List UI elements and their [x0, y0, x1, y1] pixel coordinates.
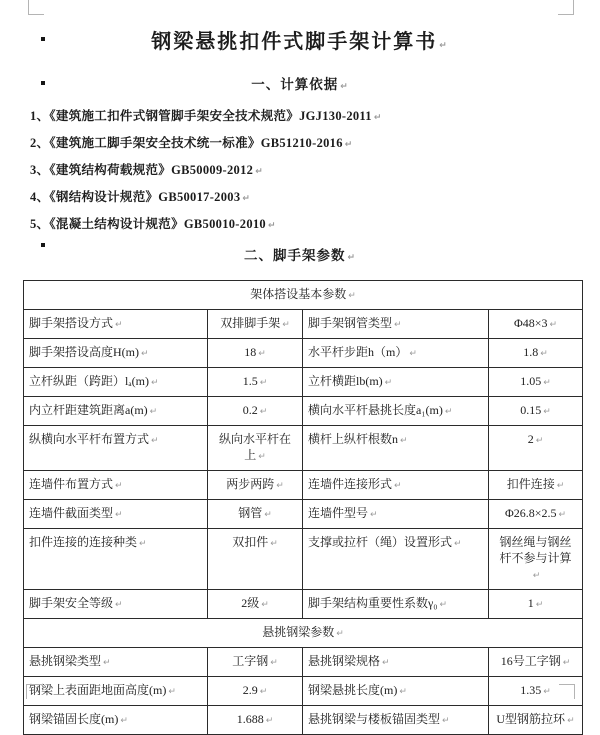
param-value: 1.688 ↵	[208, 706, 303, 735]
table-row	[24, 397, 583, 426]
table-row	[24, 426, 583, 471]
param-value: 两步两跨 ↵	[208, 471, 303, 500]
margin-corner-top-right-icon	[558, 0, 574, 15]
table-section-title: 架体搭设基本参数 ↵	[24, 281, 583, 310]
param-value: 扣件连接 ↵	[489, 471, 583, 500]
reference-item: 5、《混凝土结构设计规范》GB50010-2010 ↵	[30, 212, 600, 239]
table-section-row	[24, 619, 583, 648]
section-heading-calculation-basis: 一、计算依据 ↵	[0, 77, 600, 95]
param-label: 支撑或拉杆（绳）设置形式 ↵	[303, 529, 489, 590]
param-value: 1.8 ↵	[489, 339, 583, 368]
param-label: 钢梁悬挑长度(m) ↵	[303, 677, 489, 706]
param-value: 工字钢 ↵	[208, 648, 303, 677]
param-value: 双扣件 ↵	[208, 529, 303, 590]
reference-item: 3、《建筑结构荷载规范》GB50009-2012 ↵	[30, 158, 600, 185]
table-row	[24, 677, 583, 706]
param-label: 钢梁锚固长度(m) ↵	[24, 706, 208, 735]
param-value: Φ48×3 ↵	[489, 310, 583, 339]
param-label: 横杆上纵杆根数n ↵	[303, 426, 489, 471]
title-line	[0, 0, 600, 54]
param-label: 扣件连接的连接种类 ↵	[24, 529, 208, 590]
margin-corner-bottom-left-icon	[26, 684, 42, 699]
param-label: 悬挑钢梁规格 ↵	[303, 648, 489, 677]
table-section-title: 悬挑钢梁参数 ↵	[24, 619, 583, 648]
param-label: 脚手架搭设高度H(m) ↵	[24, 339, 208, 368]
table-row	[24, 706, 583, 735]
margin-corner-bottom-right-icon	[559, 684, 575, 699]
param-label: 纵横向水平杆布置方式 ↵	[24, 426, 208, 471]
param-label: 脚手架安全等级 ↵	[24, 590, 208, 619]
param-value: 1.05 ↵	[489, 368, 583, 397]
param-value: 双排脚手架 ↵	[208, 310, 303, 339]
margin-corner-top-left-icon	[28, 0, 44, 15]
param-value: 1 ↵	[489, 590, 583, 619]
param-value: 16号工字钢 ↵	[489, 648, 583, 677]
param-label: 横向水平杆悬挑长度a₁(m) ↵	[303, 397, 489, 426]
parameters-table	[23, 280, 583, 735]
param-value: 2.9 ↵	[208, 677, 303, 706]
param-label: 脚手架钢管类型 ↵	[303, 310, 489, 339]
table-row	[24, 368, 583, 397]
outline-bullet-icon	[41, 37, 45, 41]
table-row	[24, 471, 583, 500]
param-value: 2级 ↵	[208, 590, 303, 619]
param-value: 1.5 ↵	[208, 368, 303, 397]
param-value: 纵向水平杆在上 ↵	[208, 426, 303, 471]
param-label: 立杆横距lb(m) ↵	[303, 368, 489, 397]
param-label: 连墙件连接形式 ↵	[303, 471, 489, 500]
param-value: 2 ↵	[489, 426, 583, 471]
param-label: 悬挑钢梁类型 ↵	[24, 648, 208, 677]
param-label: 钢梁上表面距地面高度(m) ↵	[24, 677, 208, 706]
outline-bullet-icon	[41, 243, 45, 247]
table-row	[24, 590, 583, 619]
outline-bullet-icon	[41, 81, 45, 85]
param-label: 内立杆距建筑距离a(m) ↵	[24, 397, 208, 426]
param-value: 1.35 ↵	[489, 677, 583, 706]
table-row	[24, 529, 583, 590]
table-row	[24, 500, 583, 529]
param-value: U型钢筋拉环 ↵	[489, 706, 583, 735]
reference-item: 4、《钢结构设计规范》GB50017-2003 ↵	[30, 185, 600, 212]
param-value: 钢管 ↵	[208, 500, 303, 529]
param-value: 钢丝绳与钢丝杆不参与计算 ↵	[489, 529, 583, 590]
param-value: Φ26.8×2.5 ↵	[489, 500, 583, 529]
param-label: 连墙件型号 ↵	[303, 500, 489, 529]
document-title: 钢梁悬挑扣件式脚手架计算书 ↵	[151, 31, 449, 53]
reference-item: 2、《建筑施工脚手架安全技术统一标准》GB51210-2016 ↵	[30, 131, 600, 158]
param-label: 脚手架结构重要性系数γ₀ ↵	[303, 590, 489, 619]
param-value: 0.15 ↵	[489, 397, 583, 426]
table-row	[24, 310, 583, 339]
references-list	[0, 104, 600, 239]
param-label: 脚手架搭设方式 ↵	[24, 310, 208, 339]
param-label: 连墙件截面类型 ↵	[24, 500, 208, 529]
param-label: 连墙件布置方式 ↵	[24, 471, 208, 500]
param-label: 水平杆步距h（m） ↵	[303, 339, 489, 368]
param-label: 立杆纵距（跨距）lₐ(m) ↵	[24, 368, 208, 397]
param-label: 悬挑钢梁与楼板锚固类型 ↵	[303, 706, 489, 735]
table-row	[24, 339, 583, 368]
reference-item: 1、《建筑施工扣件式钢管脚手架安全技术规范》JGJ130-2011 ↵	[30, 104, 600, 131]
section-heading-scaffold-parameters: 二、脚手架参数 ↵	[0, 248, 600, 266]
table-section-row	[24, 281, 583, 310]
table-row	[24, 648, 583, 677]
param-value: 18 ↵	[208, 339, 303, 368]
param-value: 0.2 ↵	[208, 397, 303, 426]
